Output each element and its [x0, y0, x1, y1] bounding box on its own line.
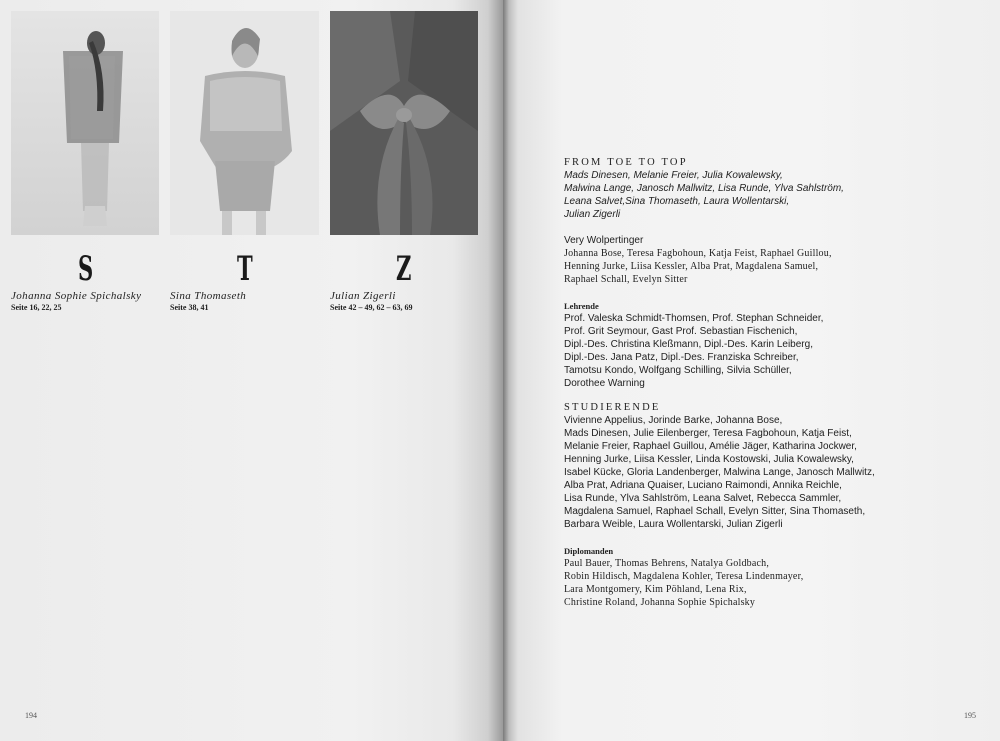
- text-line: Prof. Valeska Schmidt-Thomsen, Prof. Stephan Schneider,: [564, 313, 824, 324]
- text-line: Vivienne Appelius, Jorinde Barke, Johanna Bose,: [564, 415, 783, 426]
- text-line: Raphael Schall, Evelyn Sitter: [564, 274, 688, 285]
- index-letter-z: Z: [396, 249, 412, 289]
- photo-spichalsky: [11, 11, 159, 235]
- index-letter-t: T: [237, 249, 253, 289]
- section-heading-very: Very Wolpertinger: [564, 235, 644, 246]
- section-heading-studierende: STUDIERENDE: [564, 402, 661, 413]
- text-line: Johanna Bose, Teresa Fagbohoun, Katja Feist, Raphael Guillou,: [564, 248, 832, 259]
- text-line: Leana Salvet,Sina Thomaseth, Laura Wollentarski,: [564, 196, 790, 207]
- designer-name-spichalsky: Johanna Sophie Spichalsky: [11, 290, 142, 302]
- designer-pages-spichalsky: Seite 16, 22, 25: [11, 303, 62, 312]
- text-line: Henning Jurke, Liisa Kessler, Linda Kostowski, Julia Kowalewsky,: [564, 454, 854, 465]
- photo-thomaseth: [170, 11, 319, 235]
- lehrende-names: [564, 312, 984, 390]
- text-line: Isabel Kücke, Gloria Landenberger, Malwina Lange, Janosch Mallwitz,: [564, 467, 875, 478]
- very-names: [564, 247, 984, 286]
- page-number-right: 195: [964, 711, 976, 720]
- text-line: Lara Montgomery, Kim Pöhland, Lena Rix,: [564, 584, 747, 595]
- text-line: Julian Zigerli: [564, 209, 621, 220]
- designer-name-thomaseth: Sina Thomaseth: [170, 290, 247, 302]
- text-line: Mads Dinesen, Melanie Freier, Julia Kowalewsky,: [564, 170, 783, 181]
- section-heading-from-toe: FROM TOE TO TOP: [564, 157, 688, 168]
- text-line: Prof. Grit Seymour, Gast Prof. Sebastian Fischenich,: [564, 326, 798, 337]
- from-toe-names: [564, 169, 984, 221]
- credits-column: [564, 157, 984, 609]
- text-line: Dorothee Warning: [564, 378, 645, 389]
- text-line: Mads Dinesen, Julie Eilenberger, Teresa Fagbohoun, Katja Feist,: [564, 428, 852, 439]
- studierende-names: [564, 414, 984, 531]
- index-letter-s: S: [78, 249, 94, 289]
- designer-pages-zigerli: Seite 42 – 49, 62 – 63, 69: [330, 303, 413, 312]
- text-line: Robin Hildisch, Magdalena Kohler, Teresa Lindenmayer,: [564, 571, 804, 582]
- text-line: Melanie Freier, Raphael Guillou, Amélie Jäger, Katharina Jockwer,: [564, 441, 857, 452]
- photo-zigerli: [330, 11, 478, 235]
- text-line: Barbara Weible, Laura Wollentarski, Julian Zigerli: [564, 519, 783, 530]
- page-number-left: 194: [25, 711, 37, 720]
- text-line: Dipl.-Des. Jana Patz, Dipl.-Des. Franziska Schreiber,: [564, 352, 799, 363]
- text-line: Paul Bauer, Thomas Behrens, Natalya Goldbach,: [564, 558, 770, 569]
- diplomanden-names: [564, 557, 984, 609]
- text-line: Henning Jurke, Liisa Kessler, Alba Prat, Magdalena Samuel,: [564, 261, 819, 272]
- text-line: Tamotsu Kondo, Wolfgang Schilling, Silvia Schüller,: [564, 365, 792, 376]
- text-line: Christine Roland, Johanna Sophie Spichalsky: [564, 597, 756, 608]
- text-line: Malwina Lange, Janosch Mallwitz, Lisa Runde, Ylva Sahlström,: [564, 183, 844, 194]
- text-line: Alba Prat, Adriana Quaiser, Luciano Raimondi, Annika Reichle,: [564, 480, 842, 491]
- section-heading-lehrende: Lehrende: [564, 301, 599, 311]
- section-heading-diplomanden: Diplomanden: [564, 546, 614, 556]
- text-line: Lisa Runde, Ylva Sahlström, Leana Salvet, Rebecca Sammler,: [564, 493, 842, 504]
- text-line: Dipl.-Des. Christina Kleßmann, Dipl.-Des. Karin Leiberg,: [564, 339, 813, 350]
- designer-pages-thomaseth: Seite 38, 41: [170, 303, 209, 312]
- text-line: Magdalena Samuel, Raphael Schall, Evelyn Sitter, Sina Thomaseth,: [564, 506, 866, 517]
- designer-name-zigerli: Julian Zigerli: [330, 290, 396, 302]
